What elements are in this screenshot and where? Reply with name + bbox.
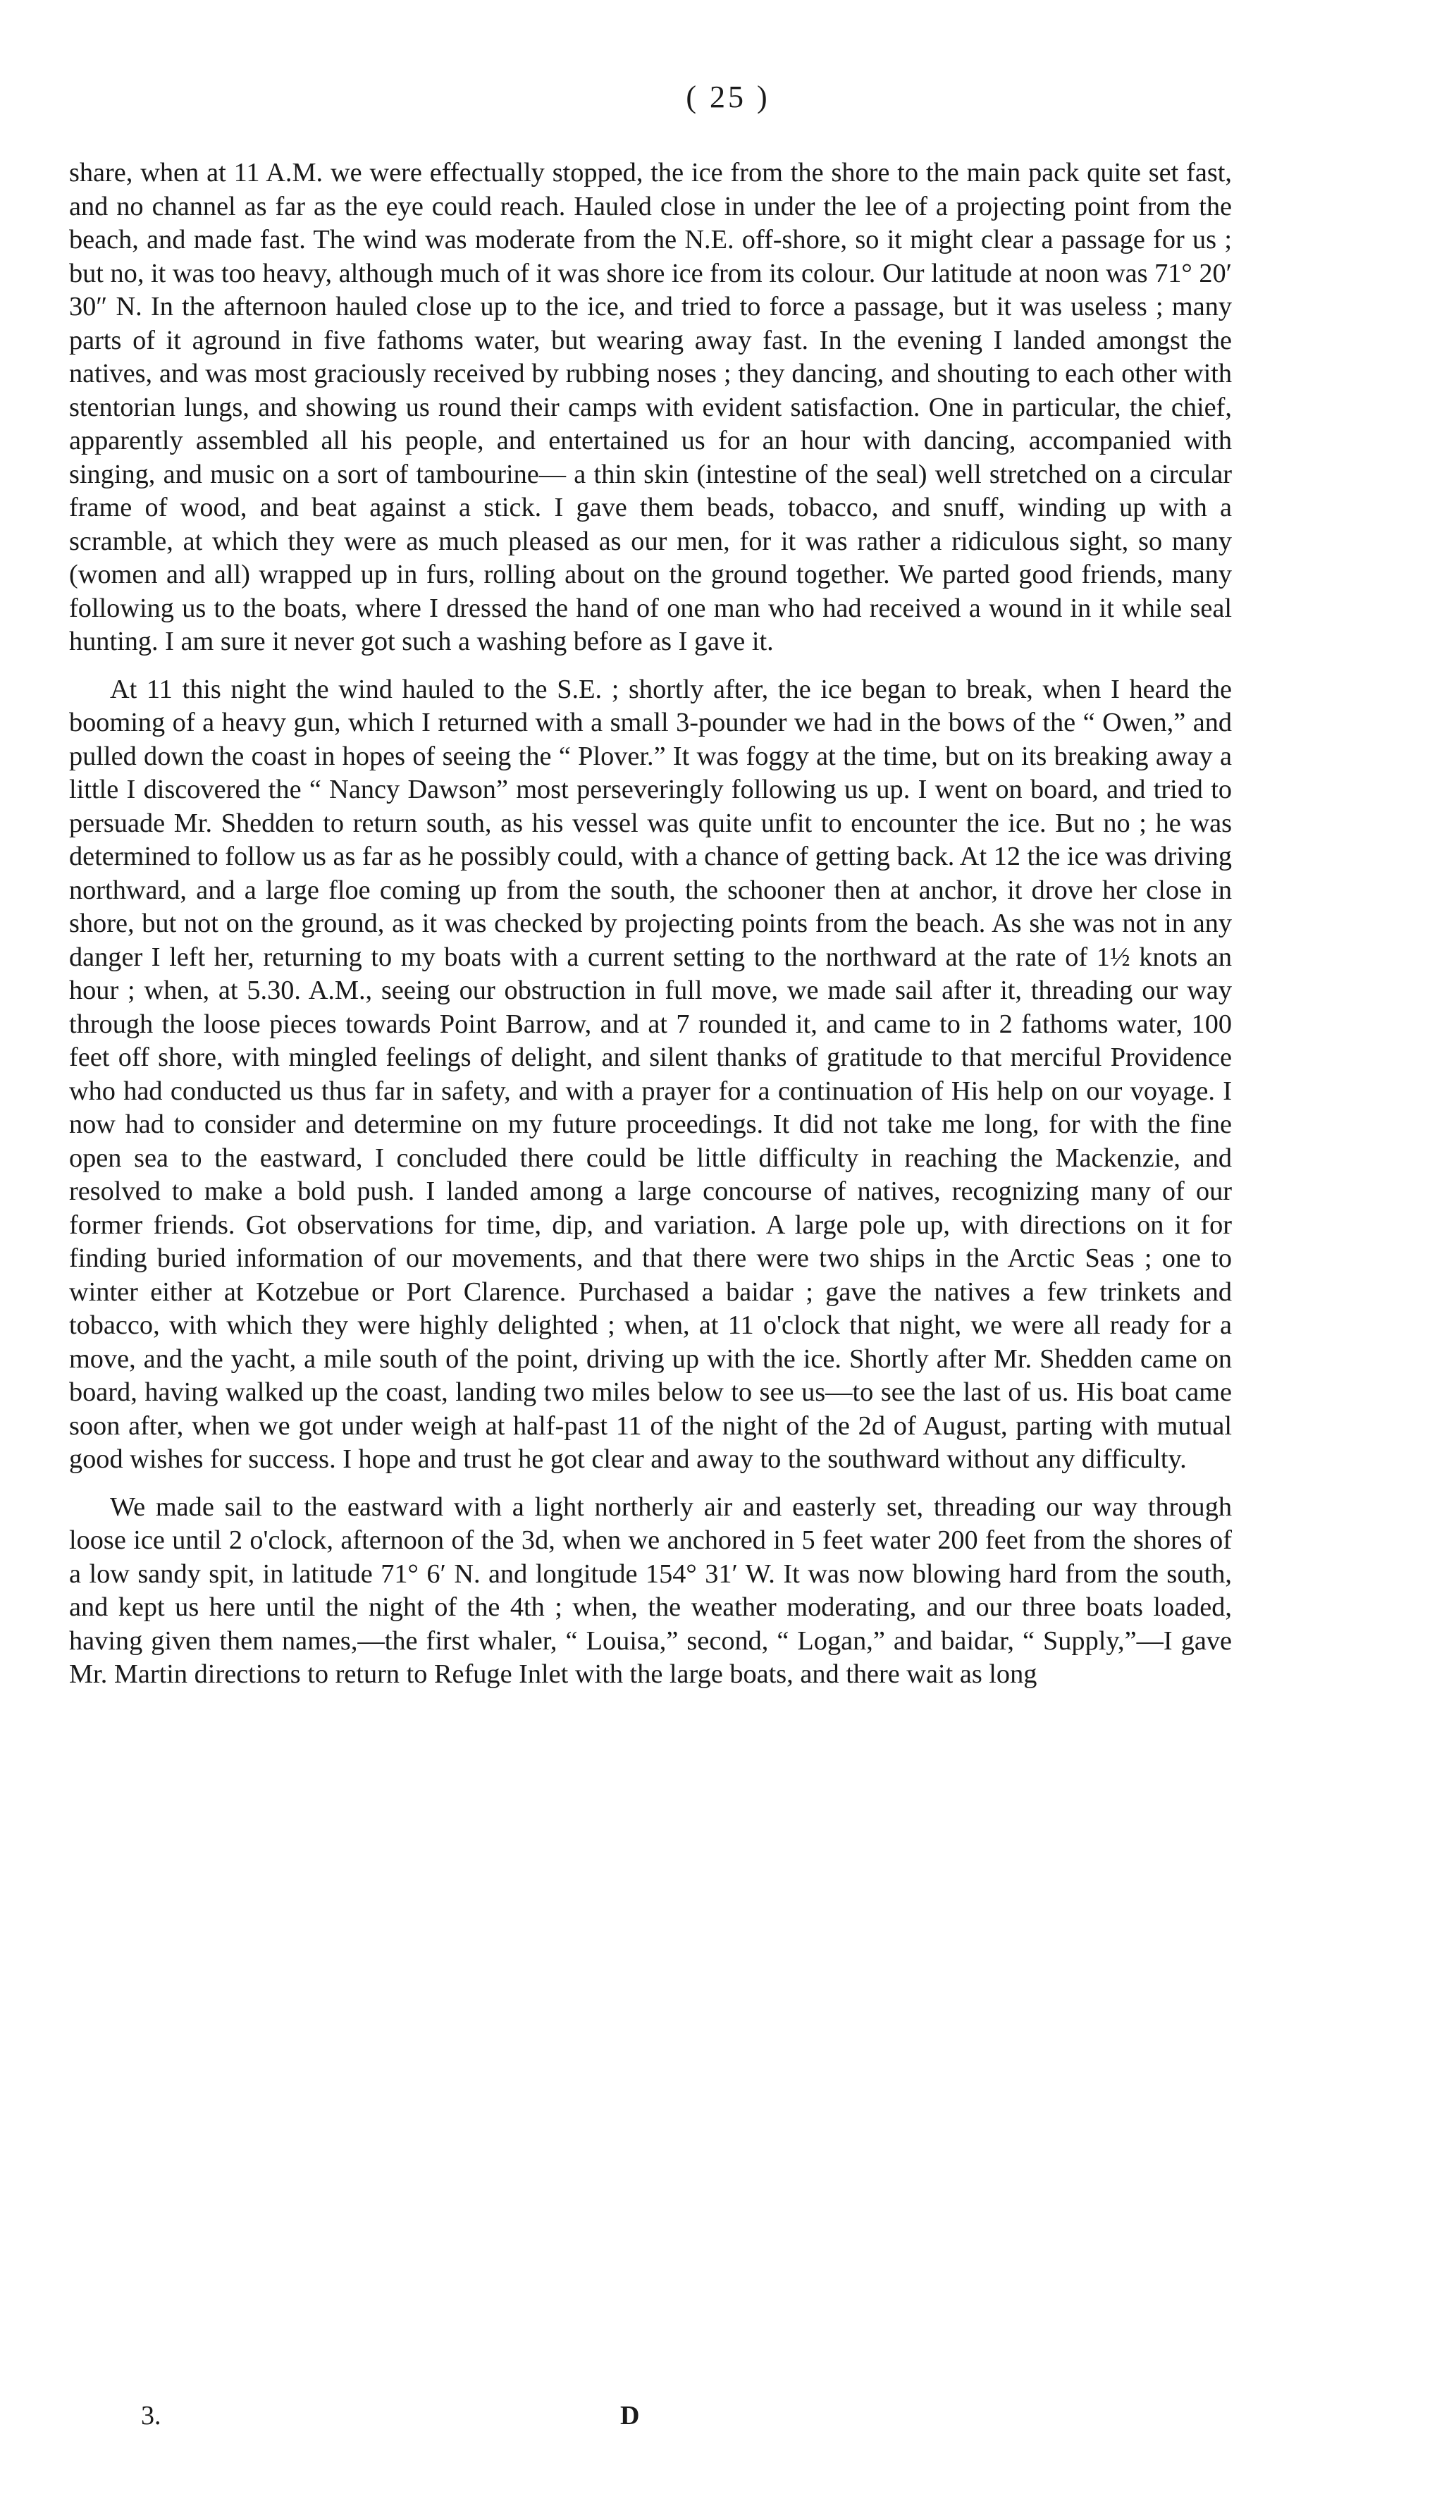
page-footer	[0, 2400, 1456, 2442]
paragraph-1: share, when at 11 A.M. we were effectually stopped, the ice from the shore to the main pack quite set fast, and no channel as far as the eye could reach. Hauled close in under the lee of a projecting point from the beach, and made fast. The wind was moderate from the N.E. off-shore, so it might clear a passage for us ; but no, it was too heavy, although much of it was shore ice from its colour. Our latitude at noon was 71° 20′ 30″ N. In the afternoon hauled close up to the ice, and tried to force a passage, but it was useless ; many parts of it aground in five fathoms water, but wearing away fast. In the evening I landed amongst the natives, and was most graciously received by rubbing noses ; they dancing, and shouting to each other with stentorian lungs, and showing us round their camps with evident satisfaction. One in particular, the chief, apparently assembled all his people, and entertained us for an hour with dancing, accompanied with singing, and music on a sort of tambourine— a thin skin (intestine of the seal) well stretched on a circular frame of wood, and beat against a stick. I gave them beads, tobacco, and snuff, winding up with a scramble, at which they were as much pleased as our men, for it was rather a ridiculous sight, so many (women and all) wrapped up in furs, rolling about on the ground together. We parted good friends, many following us to the boats, where I dressed the hand of one man who had received a wound in it while seal hunting. I am sure it never got such a washing before as I gave it.	[69, 158, 1232, 656]
signature-number: 3.	[141, 2401, 161, 2430]
signature-letter: D	[620, 2401, 640, 2430]
page-number: ( 25 )	[686, 80, 770, 114]
paragraph-2: At 11 this night the wind hauled to the S.E. ; shortly after, the ice began to break, when I heard the booming of a heavy gun, which I returned with a small 3-pounder we had in the bows of the “ Owen,” and pulled down the coast in hopes of seeing the “ Plover.” It was foggy at the time, but on its breaking away a little I discovered the “ Nancy Dawson” most perseveringly following us up. I went on board, and tried to persuade Mr. Shedden to return south, as his vessel was quite unfit to encounter the ice. But no ; he was determined to follow us as far as he possibly could, with a chance of getting back. At 12 the ice was driving northward, and a large floe coming up from the south, the schooner then at anchor, it drove her close in shore, but not on the ground, as it was checked by projecting points from the beach. As she was not in any danger I left her, returning to my boats with a current setting to the northward at the rate of 1½ knots an hour ; when, at 5.30. A.M., seeing our obstruction in full move, we made sail after it, threading our way through the loose pieces towards Point Barrow, and at 7 rounded it, and came to in 2 fathoms water, 100 feet off shore, with mingled feelings of delight, and silent thanks of gratitude to that merciful Providence who had conducted us thus far in safety, and with a prayer for a continuation of His help on our voyage. I now had to consider and determine on my future proceedings. It did not take me long, for with the fine open sea to the eastward, I concluded there could be little difficulty in reaching the Mackenzie, and resolved to make a bold push. I landed among a large concourse of natives, recognizing many of our former friends. Got observations for time, dip, and variation. A large pole up, with directions on it for finding buried information of our movements, and that there were two ships in the Arctic Seas ; one to winter either at Kotzebue or Port Clarence. Purchased a baidar ; gave the natives a few trinkets and tobacco, with which they were highly delighted ; when, at 11 o'clock that night, we were all ready for a move, and the yacht, a mile south of the point, driving up with the ice. Shortly after Mr. Shedden came on board, having walked up the coast, landing two miles below to see us—to see the last of us. His boat came soon after, when we got under weigh at half-past 11 of the night of the 2d of August, parting with mutual good wishes for success. I hope and trust he got clear and away to the southward without any difficulty.	[69, 674, 1232, 1474]
paragraph-3: We made sail to the eastward with a light northerly air and easterly set, threading our way through loose ice until 2 o'clock, afternoon of the 3d, when we anchored in 5 feet water 200 feet from the shores of a low sandy spit, in latitude 71° 6′ N. and longitude 154° 31′ W. It was now blowing hard from the south, and kept us here until the night of the 4th ; when, the weather moderating, and our three boats loaded, having given them names,—the first whaler, “ Louisa,” second, “ Logan,” and baidar, “ Supply,”—I gave Mr. Martin directions to return to Refuge Inlet with the large boats, and there wait as long	[69, 1492, 1232, 1689]
body-text	[69, 156, 1232, 1692]
